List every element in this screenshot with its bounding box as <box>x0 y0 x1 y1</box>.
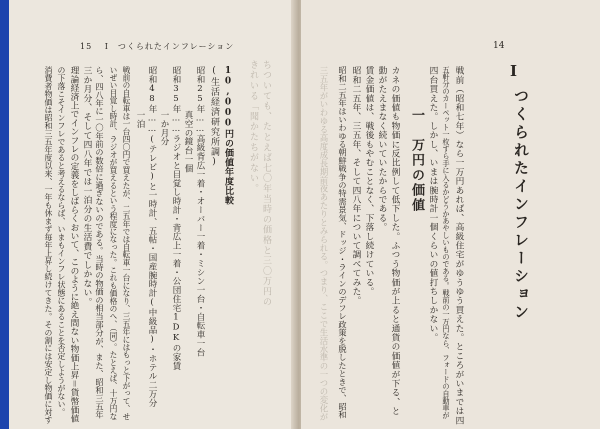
chapter-title: つくられたインフレーション <box>512 88 530 322</box>
body-line: 五軒分のカーペット一枚すら手に入るかどうかあやしいものである。戦前の一万円なら、フォードの自動車が <box>442 66 451 419</box>
table-row: 一か月分 <box>159 66 169 147</box>
body-line: 四台買えた。しかし、いまは腕時計一個くらいの値打ちしかない。 <box>428 66 438 342</box>
ghost-line: ちついても、たとえば七〇年当時の価格と三〇万円の <box>261 60 271 308</box>
body-line: の下落こそインフレであると考えるならば、いまもインフレ状態にあることを否定しようがない。 <box>57 66 66 416</box>
table-subtitle: (生活経済研究所調) <box>209 66 219 168</box>
body-line: いぜい目覚し時計、ラジオが買えるという程度になった。これも価格のへ、（同）。たとえば、十万円な <box>109 66 118 421</box>
table-row: 昭和48年……(テレビ)と一時計、五帖・国産腕時計(中級品)・ホテル二万分 <box>147 66 157 408</box>
body-line: 消費者物価は昭和三五年度以来、一年も休まず毎年上昇し続けてきた。その割には安定し物価に対す <box>44 66 53 424</box>
running-header-text: Ⅰ つくられたインフレーション <box>104 42 235 51</box>
ghost-line: きれいる「聞かたちがない。 <box>248 60 258 194</box>
body-line: カネの価値も物価に反比例して低下した。ふつう物価が上ると通貨の価値が下る、と <box>390 66 400 416</box>
right-page-number: 14 <box>493 41 505 51</box>
left-page-number: 15 <box>80 42 93 51</box>
table-row: 昭和25年……高級背広一着・オーバー一着・ミシン一台・自転車一台 <box>195 66 205 357</box>
table-title: 10,000円の価値年度比較 <box>223 66 233 205</box>
section-title: 一 万円の価値 <box>409 108 424 213</box>
table-row: 真空の鏡台一個 <box>183 66 193 173</box>
chapter-number: Ⅰ <box>510 62 518 80</box>
body-line: 戦前（昭和七年）なら一万円あれば、高級住宅がゆうゆう買えた。ところがいまでは四 <box>454 66 464 425</box>
body-line: 昭和二五年はいわゆる朝鮮戦争の特需景気、ドッジ・ラインのデフレ政策を脱したときで、昭和 <box>338 66 348 419</box>
table-row: 昭和35年……ラジオと目覚し時計・背広上一着・公団住宅1DKの家賃 <box>171 66 181 371</box>
table-row: 一泊 <box>135 66 145 129</box>
body-line: 動がたえまなく続いていたからである。 <box>377 66 387 232</box>
body-line: 理論経済上でインフレの定義をしばらくおいて、このように絶え間ない物価上昇＝貨幣価値 <box>69 66 79 423</box>
body-line: 戦前の自転車は一台四〇円で買えたが、二五年では自転車一台になり、三五年にはもっと下がって、せ <box>122 66 131 421</box>
ghost-line: 三五年がいわゆる高度成長期前夜あたりとみられる。つまり、ここで生活水準の一つの変化が <box>319 66 329 421</box>
body-line: 賃金価値は、戦後もやむことなく、下落し続けている。 <box>364 66 374 296</box>
body-line: ら、四八年に一〇年前の数倍に過ぎないのである。当時の物価の相当部分が、また、昭和三五年 <box>95 66 105 419</box>
body-line: 昭和二五年、三五年、そして四八年について調べてみた。 <box>351 66 361 306</box>
body-line: 三か月分、そして四八年では一泊分の生活費でしかない。 <box>82 66 92 307</box>
left-running-header <box>80 41 243 52</box>
